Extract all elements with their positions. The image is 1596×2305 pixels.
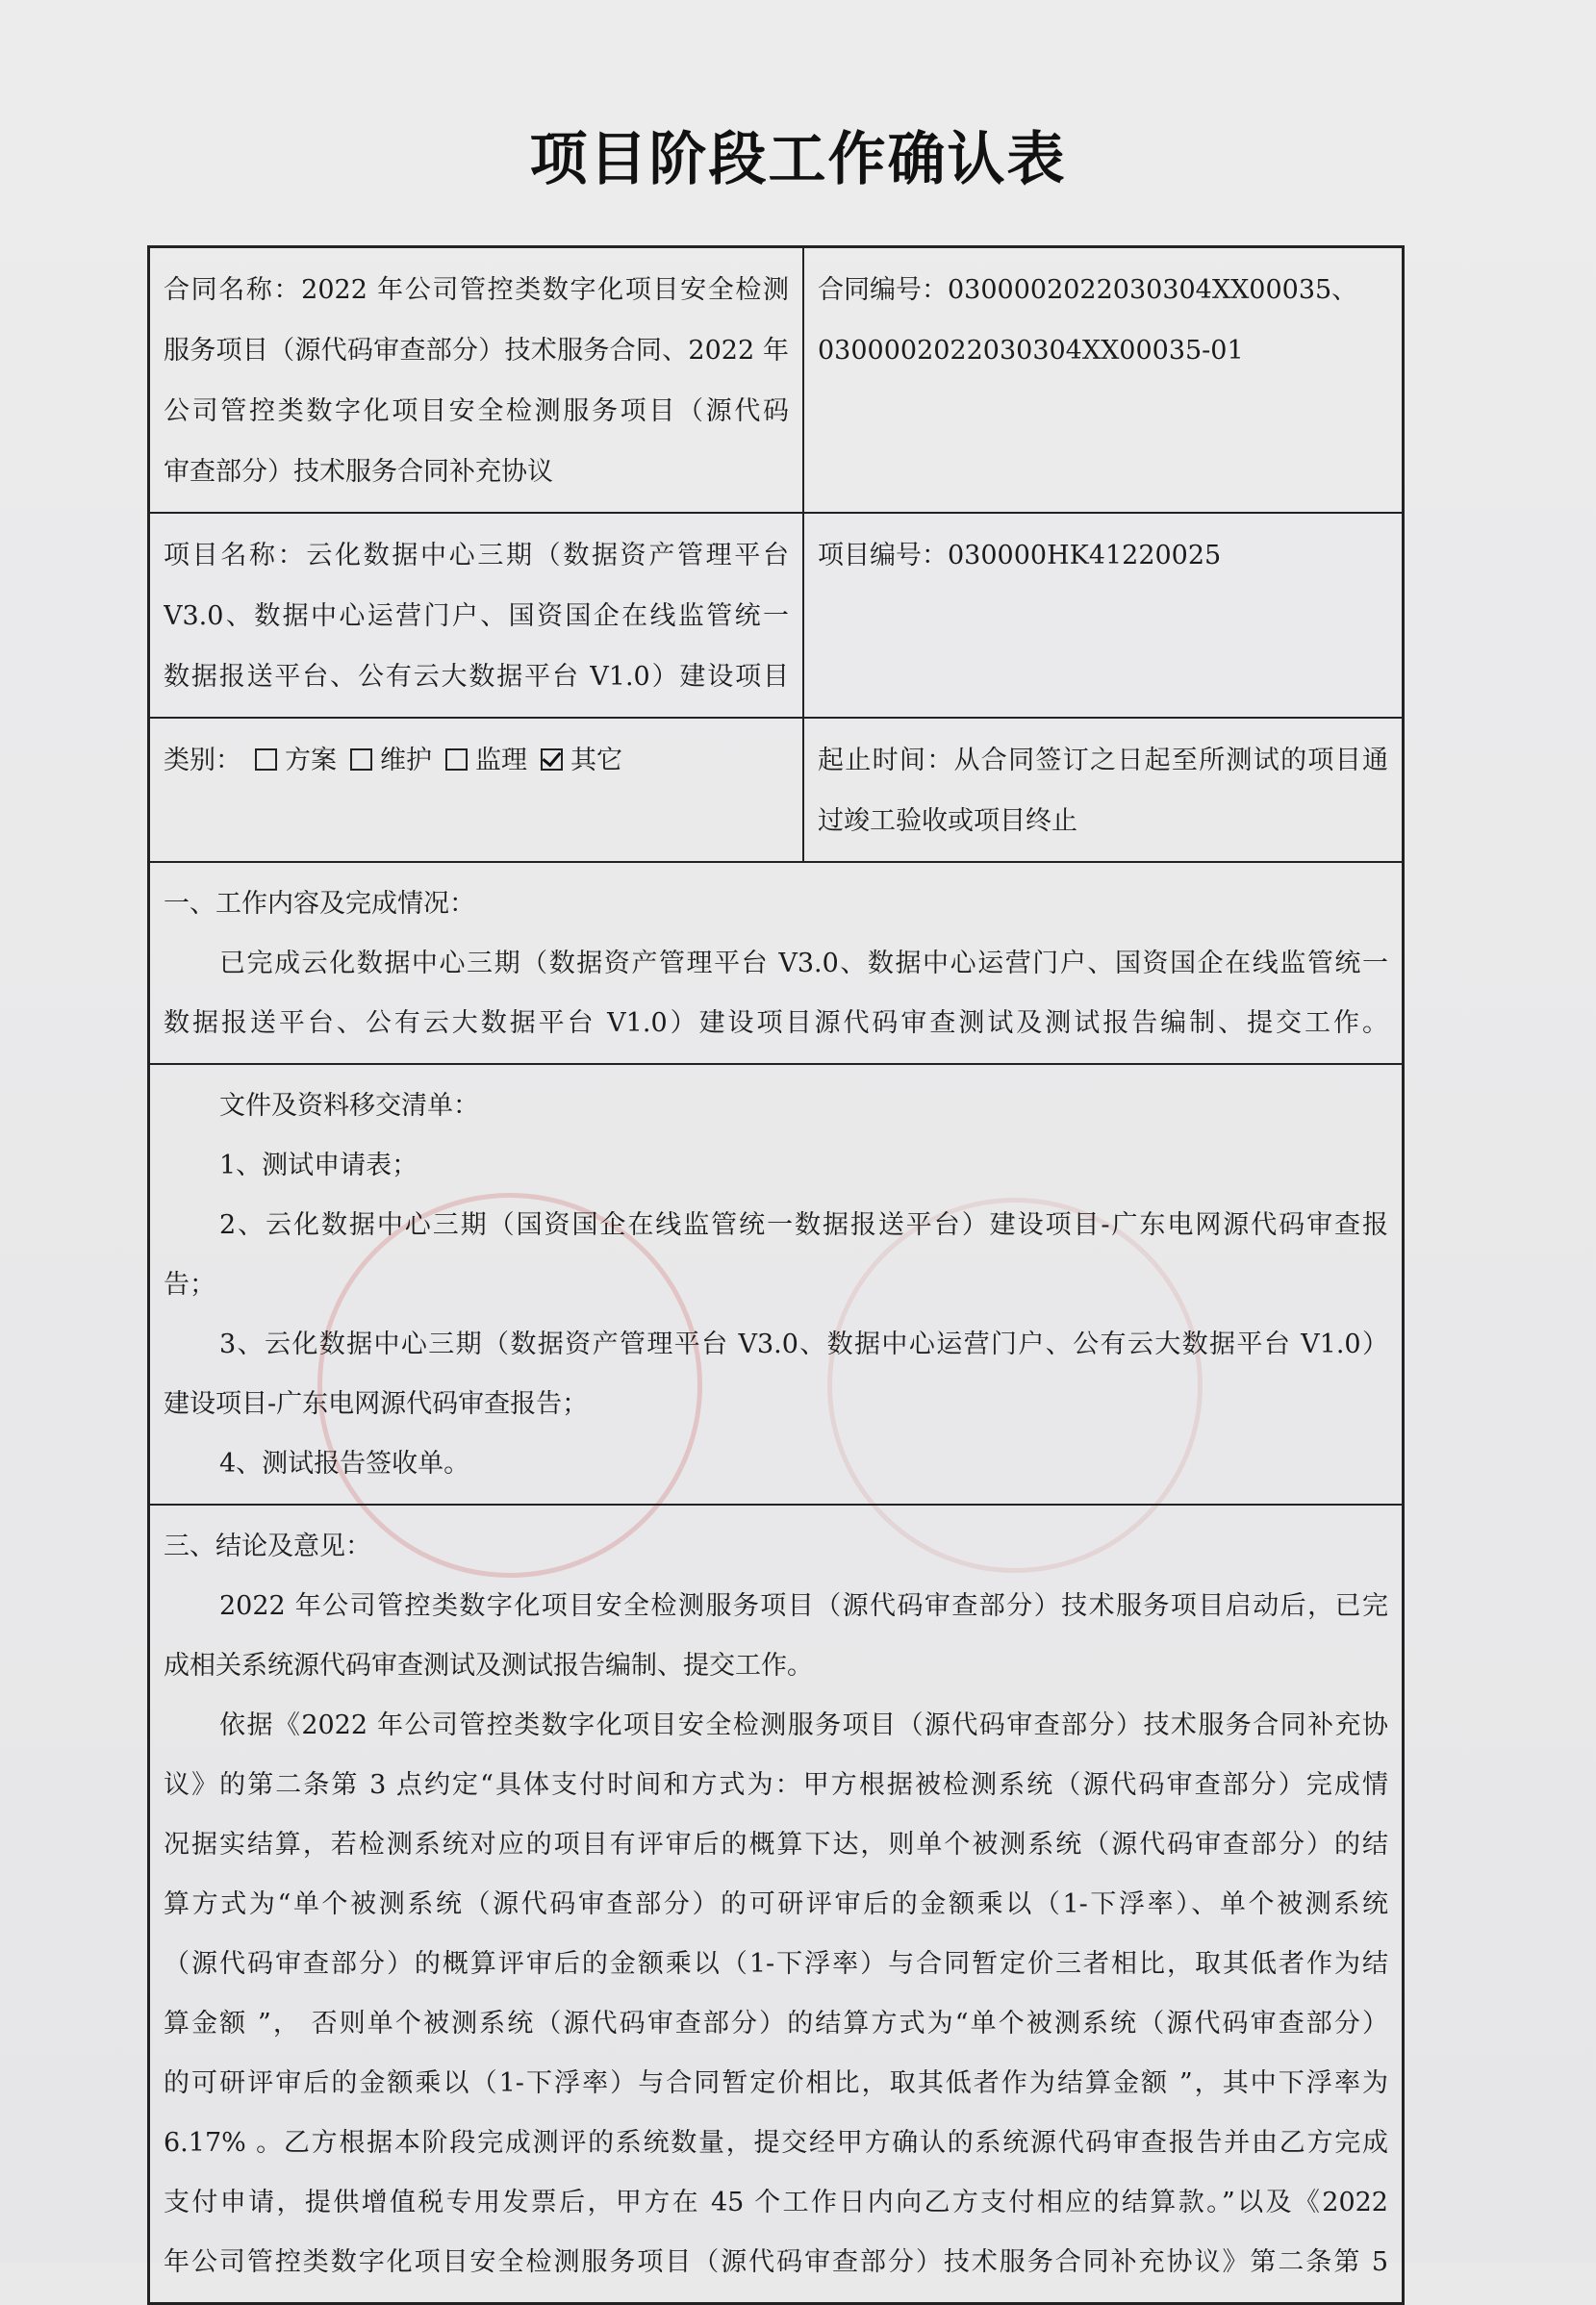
project-number: 项目编号：030000HK41220025 — [818, 541, 1222, 570]
category-option: 其它 — [570, 746, 622, 775]
contract-name-cell — [150, 248, 804, 512]
project-name-line: 数据报送平台、公有云大数据平台 V1.0）建设项目 — [164, 662, 789, 692]
contract-number-line: 0300002022030304XX00035-01 — [818, 336, 1244, 366]
conclusion-line: 议》的第二条第 3 点约定“具体支付时间和方式为：甲方根据被检测系统（源代码审查部分）完成情 — [164, 1770, 1388, 1800]
conclusion-line: 况据实结算，若检测系统对应的项目有评审后的概算下达，则单个被测系统（源代码审查部分）的结 — [164, 1830, 1388, 1860]
contract-name-line: 审查部分）技术服务合同补充协议 — [164, 457, 553, 487]
category-row — [150, 719, 1402, 863]
conclusion-cell — [150, 1506, 1402, 2302]
transfer-item: 1、测试申请表； — [219, 1151, 418, 1180]
work-line: 数据报送平台、公有云大数据平台 V1.0）建设项目源代码审查测试及测试报告编制、提交工作。 — [164, 1008, 1388, 1038]
project-name-line: V3.0、数据中心运营门户、国资国企在线监管统一 — [164, 601, 789, 631]
checkbox-jianli — [445, 748, 468, 771]
conclusion-line: 年公司管控类数字化项目安全检测服务项目（源代码审查部分）技术服务合同补充协议》第二条第 5 — [164, 2247, 1388, 2277]
conclusion-line: （源代码审查部分）的概算评审后的金额乘以（1-下浮率）与合同暂定价三者相比，取其低者作为结 — [164, 1949, 1388, 1979]
project-name-line: 项目名称：云化数据中心三期（数据资产管理平台 — [164, 541, 789, 570]
work-row — [150, 863, 1402, 1065]
transfer-row — [150, 1065, 1402, 1506]
category-label: 类别： — [164, 746, 241, 775]
document-title: 项目阶段工作确认表 — [529, 126, 1067, 193]
checkbox-weihu — [350, 748, 372, 771]
transfer-item: 建设项目-广东电网源代码审查报告； — [164, 1389, 589, 1419]
conclusion-line: 算方式为“单个被测系统（源代码审查部分）的可研评审后的金额乘以（1-下浮率）、单个被测系统 — [164, 1889, 1388, 1919]
transfer-cell — [150, 1065, 1402, 1504]
category-option: 监理 — [475, 746, 527, 775]
category-option: 方案 — [285, 746, 337, 775]
work-line: 已完成云化数据中心三期（数据资产管理平台 V3.0、数据中心运营门户、国资国企在线监管统一 — [219, 949, 1388, 978]
contract-name-line: 服务项目（源代码审查部分）技术服务合同、2022 年 — [164, 336, 789, 366]
transfer-heading: 文件及资料移交清单： — [219, 1091, 479, 1121]
transfer-item: 4、测试报告签收单。 — [219, 1449, 470, 1479]
checkbox-qita-checked — [541, 748, 563, 771]
conclusion-line: 算金额 ”， 否则单个被测系统（源代码审查部分）的结算方式为“单个被测系统（源代码审查部分） — [164, 2009, 1388, 2039]
conclusion-line: 支付申请，提供增值税专用发票后，甲方在 45 个工作日内向乙方支付相应的结算款。”以及《2022 — [164, 2188, 1388, 2217]
category-option: 维护 — [380, 746, 432, 775]
transfer-item: 告； — [164, 1270, 215, 1300]
conclusion-line: 2022 年公司管控类数字化项目安全检测服务项目（源代码审查部分）技术服务项目启动后，已完 — [219, 1591, 1388, 1621]
period-line: 起止时间：从合同签订之日起至所测试的项目通 — [818, 746, 1388, 775]
contract-number-cell — [804, 248, 1402, 512]
conclusion-line: 成相关系统源代码审查测试及测试报告编制、提交工作。 — [164, 1651, 813, 1681]
conclusion-row — [150, 1506, 1402, 2302]
transfer-item: 2、云化数据中心三期（国资国企在线监管统一数据报送平台）建设项目-广东电网源代码审查报 — [219, 1210, 1388, 1240]
work-heading: 一、工作内容及完成情况： — [164, 889, 475, 919]
contract-name-line: 公司管控类数字化项目安全检测服务项目（源代码 — [164, 396, 789, 426]
category-cell — [150, 719, 804, 861]
period-line: 过竣工验收或项目终止 — [818, 806, 1077, 836]
conclusion-heading: 三、结论及意见： — [164, 1532, 371, 1561]
conclusion-line: 6.17% 。乙方根据本阶段完成测评的系统数量，提交经甲方确认的系统源代码审查报告并由乙方完成 — [164, 2128, 1388, 2158]
period-cell — [804, 719, 1402, 861]
project-name-cell — [150, 514, 804, 717]
conclusion-line: 依据《2022 年公司管控类数字化项目安全检测服务项目（源代码审查部分）技术服务合同补充协 — [219, 1710, 1388, 1740]
checkbox-fangan — [255, 748, 277, 771]
project-number-cell — [804, 514, 1402, 717]
contract-row — [150, 248, 1402, 514]
contract-name-line: 合同名称：2022 年公司管控类数字化项目安全检测 — [164, 275, 789, 305]
project-row — [150, 514, 1402, 719]
confirmation-table — [147, 245, 1405, 2305]
work-cell — [150, 863, 1402, 1063]
transfer-item: 3、云化数据中心三期（数据资产管理平台 V3.0、数据中心运营门户、公有云大数据平台 V1.0） — [219, 1330, 1388, 1359]
conclusion-line: 的可研评审后的金额乘以（1-下浮率）与合同暂定价相比，取其低者作为结算金额 ”，其中下浮率为 — [164, 2068, 1388, 2098]
contract-number-line: 合同编号：0300002022030304XX00035、 — [818, 275, 1358, 305]
